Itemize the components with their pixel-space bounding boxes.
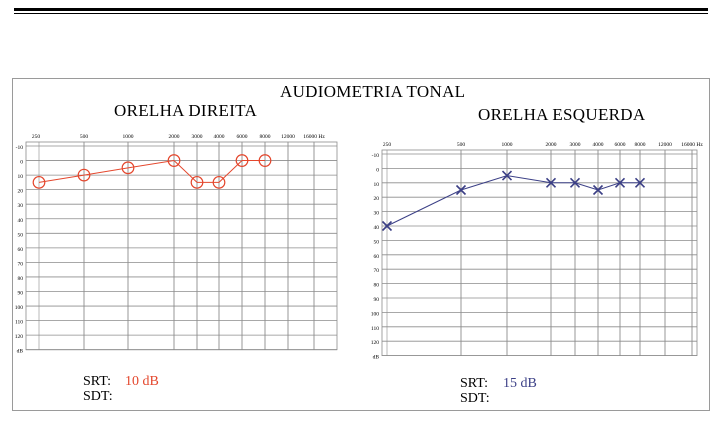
series-line [39,161,265,183]
left-ear-title: ORELHA ESQUERDA [478,105,646,124]
y-tick-label: 20 [17,188,23,195]
y-tick-label: 90 [17,290,23,297]
y-tick-label: 40 [17,217,23,224]
y-tick-label: 70 [17,261,23,268]
x-tick-label: 4000 [213,134,225,140]
y-tick-label: 50 [373,239,379,246]
y-tick-label: -10 [15,145,23,151]
x-tick-label: 4000 [592,142,604,148]
audiogram-left [371,142,704,361]
left-srt-label: SRT: [460,376,489,391]
y-tick-label: 70 [373,268,379,275]
y-tick-label: 40 [373,225,379,231]
y-tick-label: 110 [14,319,23,326]
x-tick-label: 12000 [281,134,295,140]
left-srt-value: 15 dB [503,376,537,391]
x-tick-label: 8000 [634,142,646,148]
x-tick-label: 500 [79,134,89,140]
right-srt-value: 10 dB [125,374,159,389]
y-tick-label: 0 [376,167,379,174]
x-tick-label: 16000 Hz [303,134,325,140]
y-tick-label: 80 [17,275,23,282]
x-tick-label: 3000 [191,134,203,140]
page-title: AUDIOMETRIA TONAL [280,82,466,101]
y-tick-label: 120 [370,340,379,347]
left-sdt-label: SDT: [460,391,490,406]
x-tick-label: 8000 [259,134,271,140]
y-tick-label: 60 [17,246,23,253]
plot-border [26,142,337,350]
x-tick-label: 500 [456,142,466,148]
y-tick-label: 20 [373,196,379,203]
y-tick-label: 0 [20,159,23,166]
y-tick-label: 110 [370,325,379,332]
x-tick-label: 1000 [501,142,513,148]
x-tick-label: 3000 [569,142,581,148]
x-tick-label: 6000 [614,142,626,148]
x-tick-label: 250 [382,142,392,148]
y-tick-label: dB [372,354,379,361]
y-tick-label: 60 [373,253,379,260]
x-tick-label: 2000 [168,134,180,140]
y-tick-label: 50 [17,232,23,239]
y-tick-label: dB [16,348,23,355]
y-tick-label: 30 [373,210,379,217]
y-tick-label: 100 [14,305,23,312]
y-tick-label: -10 [371,153,379,159]
y-tick-label: 30 [17,203,23,210]
y-tick-label: 10 [373,181,379,188]
x-tick-label: 250 [31,134,41,140]
y-tick-label: 100 [370,311,379,318]
x-tick-label: 12000 [658,142,672,148]
right-srt-label: SRT: [83,374,112,389]
right-ear-title: ORELHA DIREITA [114,101,258,120]
right-sdt-label: SDT: [83,389,113,404]
y-tick-label: 10 [17,174,23,181]
y-tick-label: 120 [14,334,23,341]
x-tick-label: 6000 [236,134,248,140]
x-tick-label: 1000 [122,134,134,140]
y-tick-label: 90 [373,297,379,303]
x-tick-label: 2000 [545,142,557,148]
x-tick-label: 16000 Hz [681,142,703,148]
y-tick-label: 80 [373,282,379,289]
audiogram-right [15,134,337,355]
